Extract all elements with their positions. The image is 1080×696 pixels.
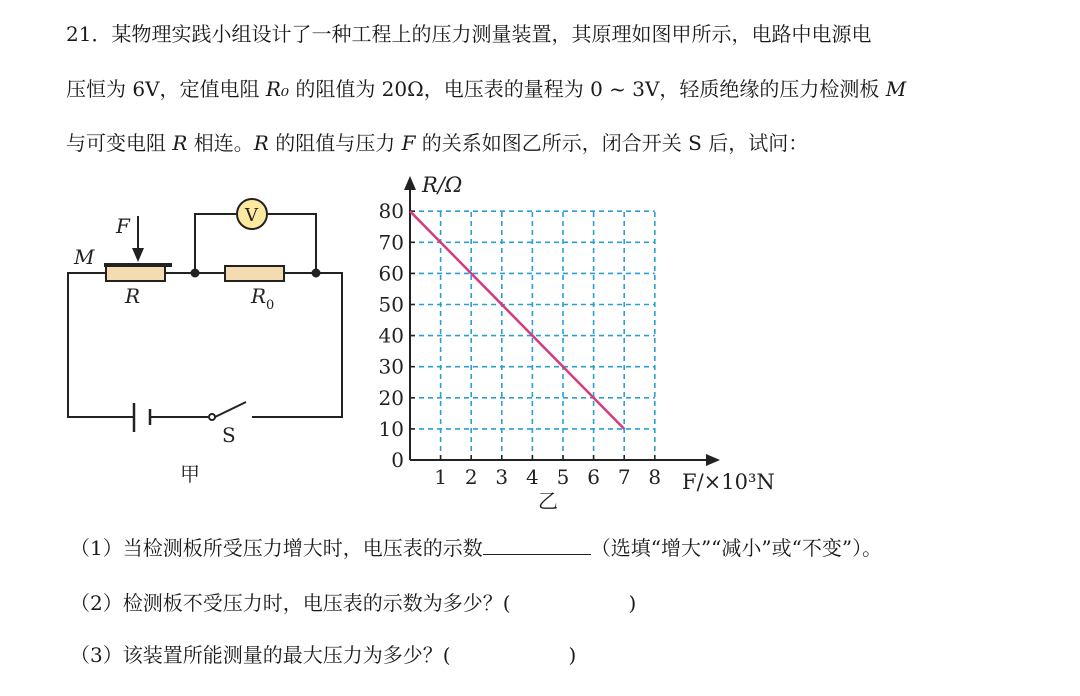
label-m: M — [74, 245, 95, 269]
y-tick-label: 70 — [378, 230, 404, 255]
x-tick-label: 3 — [495, 465, 509, 489]
series-line-r-vs-f — [410, 211, 624, 429]
switch-blade — [215, 402, 246, 417]
switch-terminal — [209, 414, 215, 420]
x-tick-label: 5 — [556, 465, 570, 489]
label-r: R — [125, 284, 141, 308]
answer-blank-1[interactable] — [483, 536, 591, 555]
label-v: V — [245, 205, 258, 226]
y-tick-label: 40 — [378, 323, 404, 348]
x-axis-arrow — [706, 454, 720, 466]
label-s: S — [222, 423, 236, 447]
junction-node — [192, 270, 199, 277]
x-tick-label: 6 — [587, 465, 600, 489]
problem-line-2: 压恒为 6V，定值电阻 R₀ 的阻值为 20Ω，电压表的量程为 0 ~ 3V，轻质绝缘的压力检测板 M — [66, 77, 907, 101]
question-3: （3）该装置所能测量的最大压力为多少？( ) — [70, 643, 577, 667]
m-symbol: M — [885, 77, 907, 101]
y-axis-label: R/Ω — [422, 173, 463, 197]
question-2: （2）检测板不受压力时，电压表的示数为多少？( ) — [70, 591, 637, 615]
force-arrow-head — [132, 248, 144, 262]
x-axis-label: F/×10³N — [682, 470, 775, 494]
resistor-r0 — [225, 266, 284, 281]
y-tick-label: 30 — [378, 354, 404, 379]
resistor-r — [106, 266, 165, 281]
y-tick-label: 10 — [378, 416, 404, 441]
caption-yi: 乙 — [538, 489, 558, 513]
y-axis-arrow — [404, 176, 416, 190]
wire-volt-right — [267, 214, 316, 273]
origin-label: 0 — [391, 448, 404, 472]
circuit-diagram — [68, 199, 342, 432]
problem-line-1: 21．某物理实践小组设计了一种工程上的压力测量装置，其原理如图甲所示，电路中电源电 — [66, 22, 872, 46]
wire-volt-left — [195, 214, 237, 273]
junction-node — [313, 270, 320, 277]
x-tick-label: 4 — [526, 465, 539, 489]
x-tick-label: 1 — [434, 465, 447, 489]
question-1: （1）当检测板所受压力增大时，电压表的示数 （选填“增大”“减小”或“不变”）。 — [70, 536, 883, 560]
y-tick-label: 80 — [378, 199, 404, 224]
label-r0: R — [251, 284, 267, 308]
x-tick-label: 7 — [617, 465, 631, 489]
r0-symbol: R₀ — [265, 77, 289, 101]
label-f: F — [116, 214, 130, 238]
r-f-graph — [379, 173, 775, 513]
x-tick-label: 2 — [464, 465, 478, 489]
problem-line-3: 与可变电阻 R 相连。R 的阻值与压力 F 的关系如图乙所示，闭合开关 S 后，试问： — [66, 131, 809, 155]
x-tick-label: 8 — [648, 465, 662, 489]
y-tick-label: 20 — [378, 385, 404, 410]
y-tick-label: 50 — [378, 292, 404, 317]
y-tick-label: 60 — [378, 261, 404, 286]
caption-jia: 甲 — [180, 462, 200, 486]
label-r0-subscript: 0 — [266, 298, 275, 313]
